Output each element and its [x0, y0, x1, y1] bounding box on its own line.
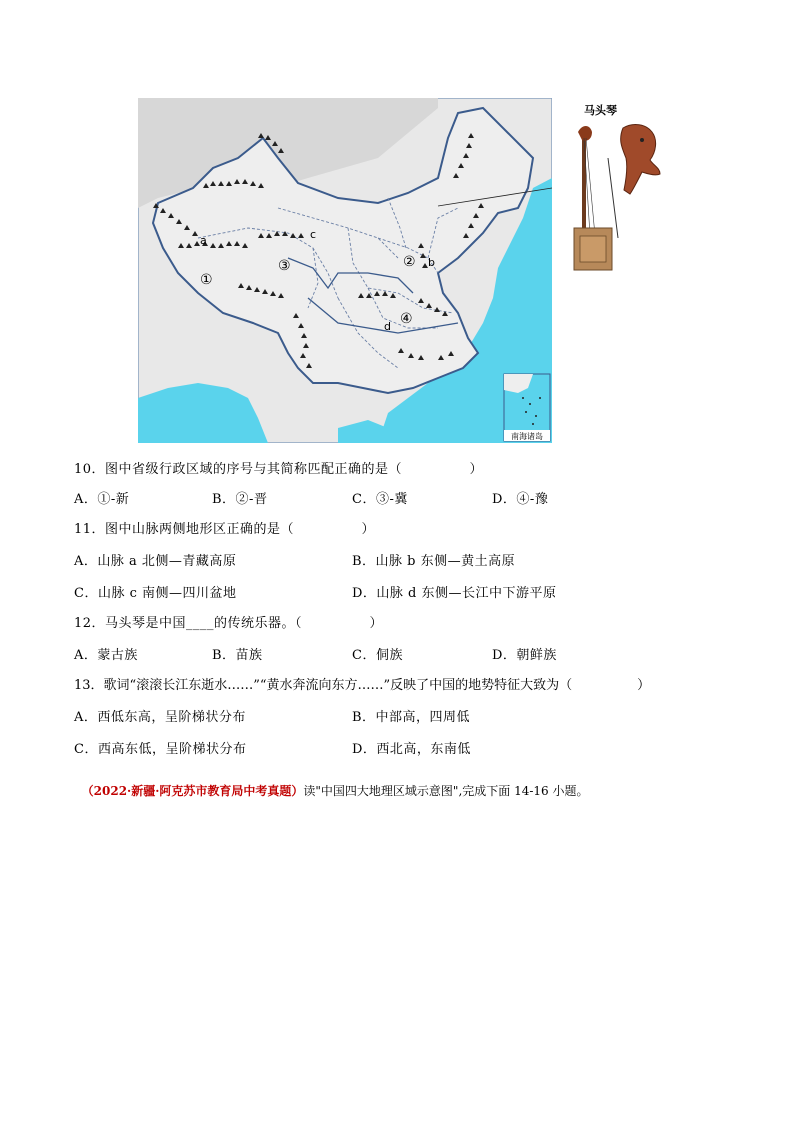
question-12-option-c[interactable]: C．侗族	[352, 648, 403, 663]
map-label-a: a	[200, 234, 207, 247]
question-13-option-a[interactable]: A．西低东高，呈阶梯状分布	[74, 710, 246, 725]
map-label-1: ①	[200, 272, 213, 288]
question-13-option-b[interactable]: B．中部高，四周低	[352, 710, 471, 725]
question-10-option-c[interactable]: C．③-冀	[352, 492, 408, 507]
question-10-option-a[interactable]: A．①-新	[74, 492, 130, 507]
question-12-stem: 12．马头琴是中国____的传统乐器。（ ）	[74, 616, 384, 631]
question-10-option-b[interactable]: B．②-晋	[212, 492, 268, 507]
question-11-option-c[interactable]: C．山脉 c 南侧—四川盆地	[74, 586, 237, 601]
map-label-b: b	[428, 256, 435, 269]
inset-label: 南海诸岛	[511, 432, 543, 441]
question-10-option-d[interactable]: D．④-豫	[492, 492, 549, 507]
question-13-option-c[interactable]: C．西高东低，呈阶梯状分布	[74, 742, 247, 757]
question-12-option-d[interactable]: D．朝鲜族	[492, 648, 557, 663]
map-label-4: ④	[400, 311, 413, 327]
question-11-option-a[interactable]: A．山脉 a 北侧—青藏高原	[74, 554, 237, 569]
source-note	[74, 768, 588, 799]
question-13-option-d[interactable]: D．西北高，东南低	[352, 742, 471, 757]
china-map	[138, 98, 552, 443]
question-11-stem: 11．图中山脉两侧地形区正确的是（ ）	[74, 522, 376, 537]
map-label-3: ③	[278, 258, 291, 274]
horsehead-fiddle-image	[568, 118, 668, 278]
question-10-stem: 10．图中省级行政区域的序号与其简称匹配正确的是（ ）	[74, 462, 484, 477]
question-figure	[138, 98, 668, 443]
question-11-option-b[interactable]: B．山脉 b 东侧—黄土高原	[352, 554, 516, 569]
instrument-label: 马头琴	[584, 104, 617, 117]
question-12-option-a[interactable]: A．蒙古族	[74, 648, 138, 663]
question-13-stem: 13．歌词“滚滚长江东逝水……”“黄水奔流向东方……”反映了中国的地势特征大致为（ ）	[74, 678, 651, 693]
map-label-2: ②	[403, 254, 416, 270]
map-label-c: c	[310, 228, 317, 241]
source-citation: （2022·新疆·阿克苏市教育局中考真题）	[81, 784, 304, 798]
question-11-option-d[interactable]: D．山脉 d 东侧—长江中下游平原	[352, 586, 557, 601]
map-label-d: d	[384, 320, 391, 333]
south-china-sea-inset	[504, 374, 550, 441]
source-instruction: 读"中国四大地理区域示意图",完成下面 14-16 小题。	[303, 784, 589, 798]
question-12-option-b[interactable]: B．苗族	[212, 648, 263, 663]
